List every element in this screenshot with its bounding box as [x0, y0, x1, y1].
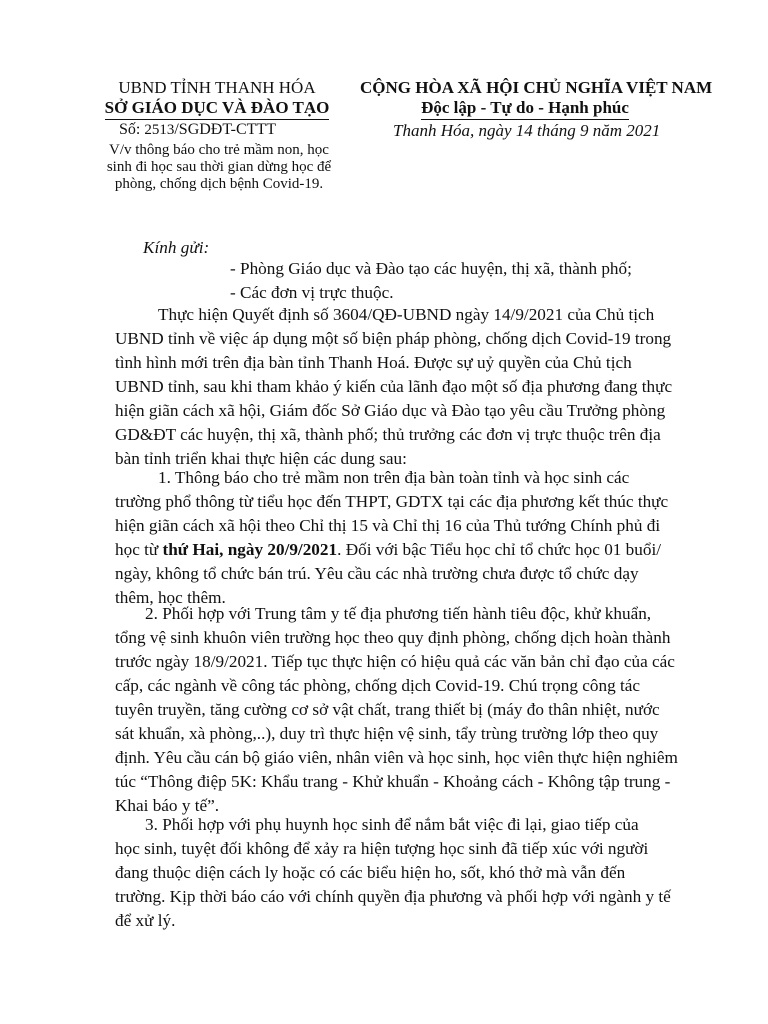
text-line: tổng vệ sinh khuôn viên trường học theo quy định phòng, chống dịch hoàn thành — [115, 628, 671, 647]
number-prefix: Số: — [119, 121, 141, 138]
text-run: . Đối với bậc Tiểu học chỉ tổ chức học 01 buổi/ — [337, 540, 662, 559]
recipient-item: - Các đơn vị trực thuộc. — [230, 283, 394, 302]
number-suffix: /SGDĐT-CTTT — [174, 121, 276, 138]
date-month-label: tháng — [537, 121, 576, 140]
start-date-emphasis: thứ Hai, ngày 20/9/2021 — [162, 540, 338, 559]
text-line — [115, 538, 688, 562]
text-line: trước ngày 18/9/2021. Tiếp tục thực hiện có hiệu quả các văn bản chỉ đạo của các — [115, 652, 675, 671]
date-prefix: Thanh Hóa, ngày — [393, 121, 512, 140]
text-line: ngày, không tổ chức bán trú. Yêu cầu các nhà trường chưa được tổ chức dạy — [115, 564, 639, 583]
text-line: 3. Phối hợp với phụ huynh học sinh để nắm bắt việc đi lại, giao tiếp của — [145, 815, 639, 834]
number-value: 2513 — [144, 122, 175, 138]
subject-line: phòng, chống dịch bệnh Covid-19. — [114, 176, 324, 192]
text-line: bàn tỉnh triển khai thực hiện các dung sau: — [115, 449, 407, 468]
national-header — [360, 78, 713, 120]
text-line: thêm, học thêm. — [115, 588, 226, 607]
text-line: GD&ĐT các huyện, thị xã, thành phố; thủ trưởng các đơn vị trực thuộc trên địa — [115, 425, 661, 444]
text-line: hiện giãn cách xã hội theo Chỉ thị 15 và Chỉ thị 16 của Thủ tướng Chính phủ đi — [115, 516, 661, 535]
document-number — [119, 121, 276, 139]
document-subject — [83, 142, 355, 193]
text-line: trường phổ thông từ tiểu học đến THPT, GDTX tại các địa phương kết thúc thực — [115, 492, 669, 511]
recipients-list — [230, 257, 632, 305]
text-line: Khai báo y tế”. — [115, 796, 220, 815]
subject-line: sinh đi học sau thời gian dừng học để — [106, 159, 332, 175]
text-line: định. Yêu cầu cán bộ giáo viên, nhân viên và học sinh, học viên thực hiện nghiêm — [115, 748, 678, 767]
recipients-label: Kính gửi: — [143, 238, 210, 257]
national-motto: Độc lập - Tự do - Hạnh phúc — [421, 98, 629, 120]
text-line: cấp, các ngành về công tác phòng, chống dịch Covid-19. Chú trọng công tác — [115, 676, 641, 695]
text-line: sát khuẩn, xà phòng,..), duy trì thực hiện vệ sinh, tẩy trùng trường lớp theo quy — [115, 724, 659, 743]
text-line: Thực hiện Quyết định số 3604/QĐ-UBND ngày 14/9/2021 của Chủ tịch — [158, 305, 655, 324]
intro-paragraph — [115, 303, 688, 471]
item-1-paragraph — [115, 466, 688, 610]
issuing-authority — [82, 78, 352, 120]
text-line: đang thuộc diện cách ly hoặc có các biểu hiện ho, sốt, khó thở mà vẫn đến — [115, 863, 626, 882]
text-line: học sinh, tuyệt đối không để xảy ra hiện tượng học sinh đã tiếp xúc với người — [115, 839, 649, 858]
text-run: học từ — [115, 540, 163, 559]
text-line: UBND tỉnh về việc áp dụng một số biện pháp phòng, chống dịch Covid-19 trong — [115, 329, 672, 348]
text-line: tuyên truyền, tăng cường cơ sở vật chất, trang thiết bị (máy đo thân nhiệt, nước — [115, 700, 660, 719]
text-line: tình hình mới trên địa bàn tỉnh Thanh Hoá. Được sự uỷ quyền của Chủ tịch — [115, 353, 632, 372]
recipient-item: - Phòng Giáo dục và Đào tạo các huyện, thị xã, thành phố; — [230, 259, 632, 278]
text-line: túc “Thông điệp 5K: Khẩu trang - Khử khuẩn - Khoảng cách - Không tập trung - — [115, 772, 671, 791]
item-3-paragraph — [115, 813, 688, 933]
text-line: 1. Thông báo cho trẻ mầm non trên địa bàn toàn tỉnh và học sinh các — [158, 468, 630, 487]
country-name: CỘNG HÒA XÃ HỘI CHỦ NGHĨA VIỆT NAM — [360, 78, 713, 97]
date-month: 9 — [580, 121, 589, 140]
text-line: để xử lý. — [115, 911, 176, 930]
date-year: năm 2021 — [592, 121, 661, 140]
text-line: hiện giãn cách xã hội, Giám đốc Sở Giáo dục và Đào tạo yêu cầu Trưởng phòng — [115, 401, 666, 420]
document-date — [393, 121, 660, 141]
date-day: 14 — [515, 121, 533, 140]
text-line: trường. Kịp thời báo cáo với chính quyền địa phương và phối hợp với ngành y tế — [115, 887, 671, 906]
department-name: SỞ GIÁO DỤC VÀ ĐÀO TẠO — [105, 98, 330, 120]
text-line: UBND tỉnh, sau khi tham khảo ý kiến của lãnh đạo một số địa phương đang thực — [115, 377, 673, 396]
subject-line: V/v thông báo cho trẻ mầm non, học — [109, 142, 329, 158]
text-line: 2. Phối hợp với Trung tâm y tế địa phương tiến hành tiêu độc, khử khuẩn, — [145, 604, 652, 623]
province-name: UBND TỈNH THANH HÓA — [118, 78, 316, 97]
item-2-paragraph — [115, 602, 688, 818]
